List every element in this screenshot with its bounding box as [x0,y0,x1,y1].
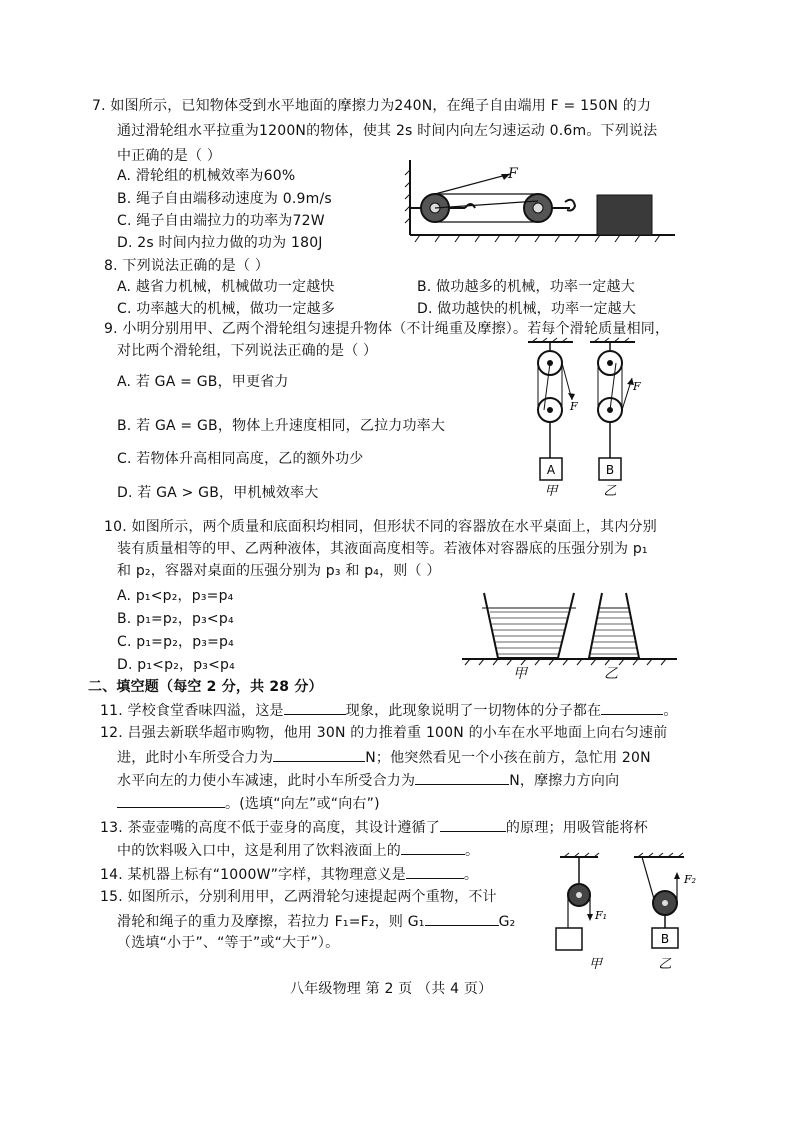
q9-option-d: D. 若 GA > GB，甲机械效率大 [117,485,319,501]
q7-option-b: B. 绳子自由端移动速度为 0.9m/s [117,191,332,207]
q12-text-4: 。(选填“向左”或“向右”) [225,796,380,812]
q15-fig-label-b: B [660,932,670,946]
q7-option-c: C. 绳子自由端拉力的功率为72W [117,213,325,229]
q12-blank-1[interactable] [273,747,365,762]
q10-option-c: C. p₁=p₂，p₃=p₄ [117,634,234,650]
q13-line1 [100,817,648,837]
q11-text-c: 。 [663,703,678,719]
q9-pulley-figure [518,338,648,498]
q8-option-b: B. 做功越多的机械，功率一定越大 [417,279,635,295]
q7-option-a: A. 滑轮组的机械效率为60% [117,168,296,184]
q15-fig-label-jia: 甲 [589,957,603,972]
q10-line3: 和 p₂，容器对桌面的压强分别为 p₃ 和 p₄，则（ ） [117,563,441,579]
q13-text-2b: 。 [465,843,480,859]
q13-text-2a: 中的饮料吸入口中，这是利用了饮料液面上的 [117,843,401,859]
q15-text-2b: G₂ [498,914,516,930]
q9-option-b: B. 若 GA = GB，物体上升速度相同，乙拉力功率大 [117,418,446,434]
q11-line [100,700,678,720]
q15-line2 [117,911,516,931]
q9-fig-label-jia: 甲 [544,484,558,499]
q8-stem: 8. 下列说法正确的是（ ） [104,258,270,274]
q14-blank[interactable] [406,864,464,879]
q9-line2: 对比两个滑轮组，下列说法正确的是（ ） [117,343,378,359]
q9-fig-label-f2: F [633,380,641,393]
q9-fig-label-f1: F [570,400,578,413]
q15-text-2a: 滑轮和绳子的重力及摩擦，若拉力 F₁=F₂，则 G₁ [117,914,425,930]
q15-line1: 15. 如图所示，分别利用甲，乙两滑轮匀速提起两个重物，不计 [100,889,497,905]
q12-blank-3[interactable] [117,793,225,808]
q12-line4 [117,793,380,813]
q9-option-c: C. 若物体升高相同高度，乙的额外功少 [117,451,364,467]
q10-option-b: B. p₁=p₂，p₃<p₄ [117,611,234,627]
q7-line1: 7. 如图所示，已知物体受到水平地面的摩擦力为240N，在绳子自由端用 F = 150N 的力 [92,98,652,114]
q9-fig-label-b: B [605,463,615,477]
q10-option-d: D. p₁<p₂，p₃<p₄ [117,657,235,673]
section-heading-fill-blank: 二、填空题（每空 2 分，共 28 分） [88,679,323,695]
q13-text-1b: 的原理；用吸管能将杯 [505,820,648,836]
q7-fig-label-f: F [508,166,518,182]
q8-option-c: C. 功率越大的机械，做功一定越多 [117,301,336,317]
q11-blank-2[interactable] [601,700,663,715]
page-footer: 八年级物理 第 2 页 （共 4 页） [290,981,493,997]
q15-fig-label-yi: 乙 [658,957,672,972]
q13-line2 [117,840,479,860]
q15-fig-label-f1: F₁ [595,909,608,922]
q8-option-a: A. 越省力机械，机械做功一定越快 [117,279,335,295]
q8-option-d: D. 做功越快的机械，功率一定越大 [417,301,637,317]
q15-pulley-figure [548,853,708,973]
q13-text-1a: 13. 茶壶壶嘴的高度不低于壶身的高度，其设计遵循了 [100,820,440,836]
q9-fig-label-a: A [546,463,556,477]
q9-option-a: A. 若 GA = GB，甲更省力 [117,374,289,390]
q15-fig-label-f2: F₂ [684,873,697,886]
q12-line3 [117,770,619,790]
q9-fig-label-yi: 乙 [603,484,617,499]
q12-text-3b: N，摩擦力方向向 [509,773,620,789]
q10-fig-label-yi: 乙 [604,666,619,682]
q12-line1: 12. 吕强去新联华超市购物，他用 30N 的力推着重 100N 的小车在水平地面上向右匀速前 [100,725,668,741]
q14-text-a: 14. 某机器上标有“1000W”字样，其物理意义是 [100,867,406,883]
q12-text-2a: 进，此时小车所受合力为 [117,750,274,766]
q7-line3: 中正确的是（ ） [117,148,222,164]
q11-text-b: 现象，此现象说明了一切物体的分子都在 [345,703,602,719]
q15-line3: （选填“小于”、“等于”或“大于”）。 [117,935,340,951]
q15-blank[interactable] [425,911,499,926]
q7-line2: 通过滑轮组水平拉重为1200N的物体，使其 2s 时间内向左匀速运动 0.6m。下列说法 [117,123,658,139]
q14-line [100,864,478,884]
q7-pulley-figure [405,160,675,245]
q12-blank-2[interactable] [415,770,509,785]
q9-line1: 9. 小明分别用甲、乙两个滑轮组匀速提升物体（不计绳重及摩擦）。若每个滑轮质量相同， [104,321,670,337]
q12-text-3a: 水平向左的力使小车减速，此时小车所受合力为 [117,773,416,789]
q7-option-d: D. 2s 时间内拉力做的功为 180J [117,235,323,251]
q13-blank-1[interactable] [440,817,506,832]
q14-text-b: 。 [463,867,479,883]
q10-line1: 10. 如图所示，两个质量和底面积均相同，但形状不同的容器放在水平桌面上，其内分别 [104,519,657,535]
q11-blank-1[interactable] [284,700,346,715]
q12-text-2b: N；他突然看见一个小孩在前方，急忙用 20N [365,750,651,766]
q11-text-a: 11. 学校食堂香味四溢，这是 [100,703,284,719]
q10-fig-label-jia: 甲 [513,666,528,682]
q10-option-a: A. p₁<p₂，p₃=p₄ [117,588,234,604]
q10-container-figure [462,588,677,668]
q13-blank-2[interactable] [401,840,465,855]
q10-line2: 装有质量相等的甲、乙两种液体，其液面高度相等。若液体对容器底的压强分别为 p₁ [117,541,648,557]
q12-line2 [117,747,651,767]
